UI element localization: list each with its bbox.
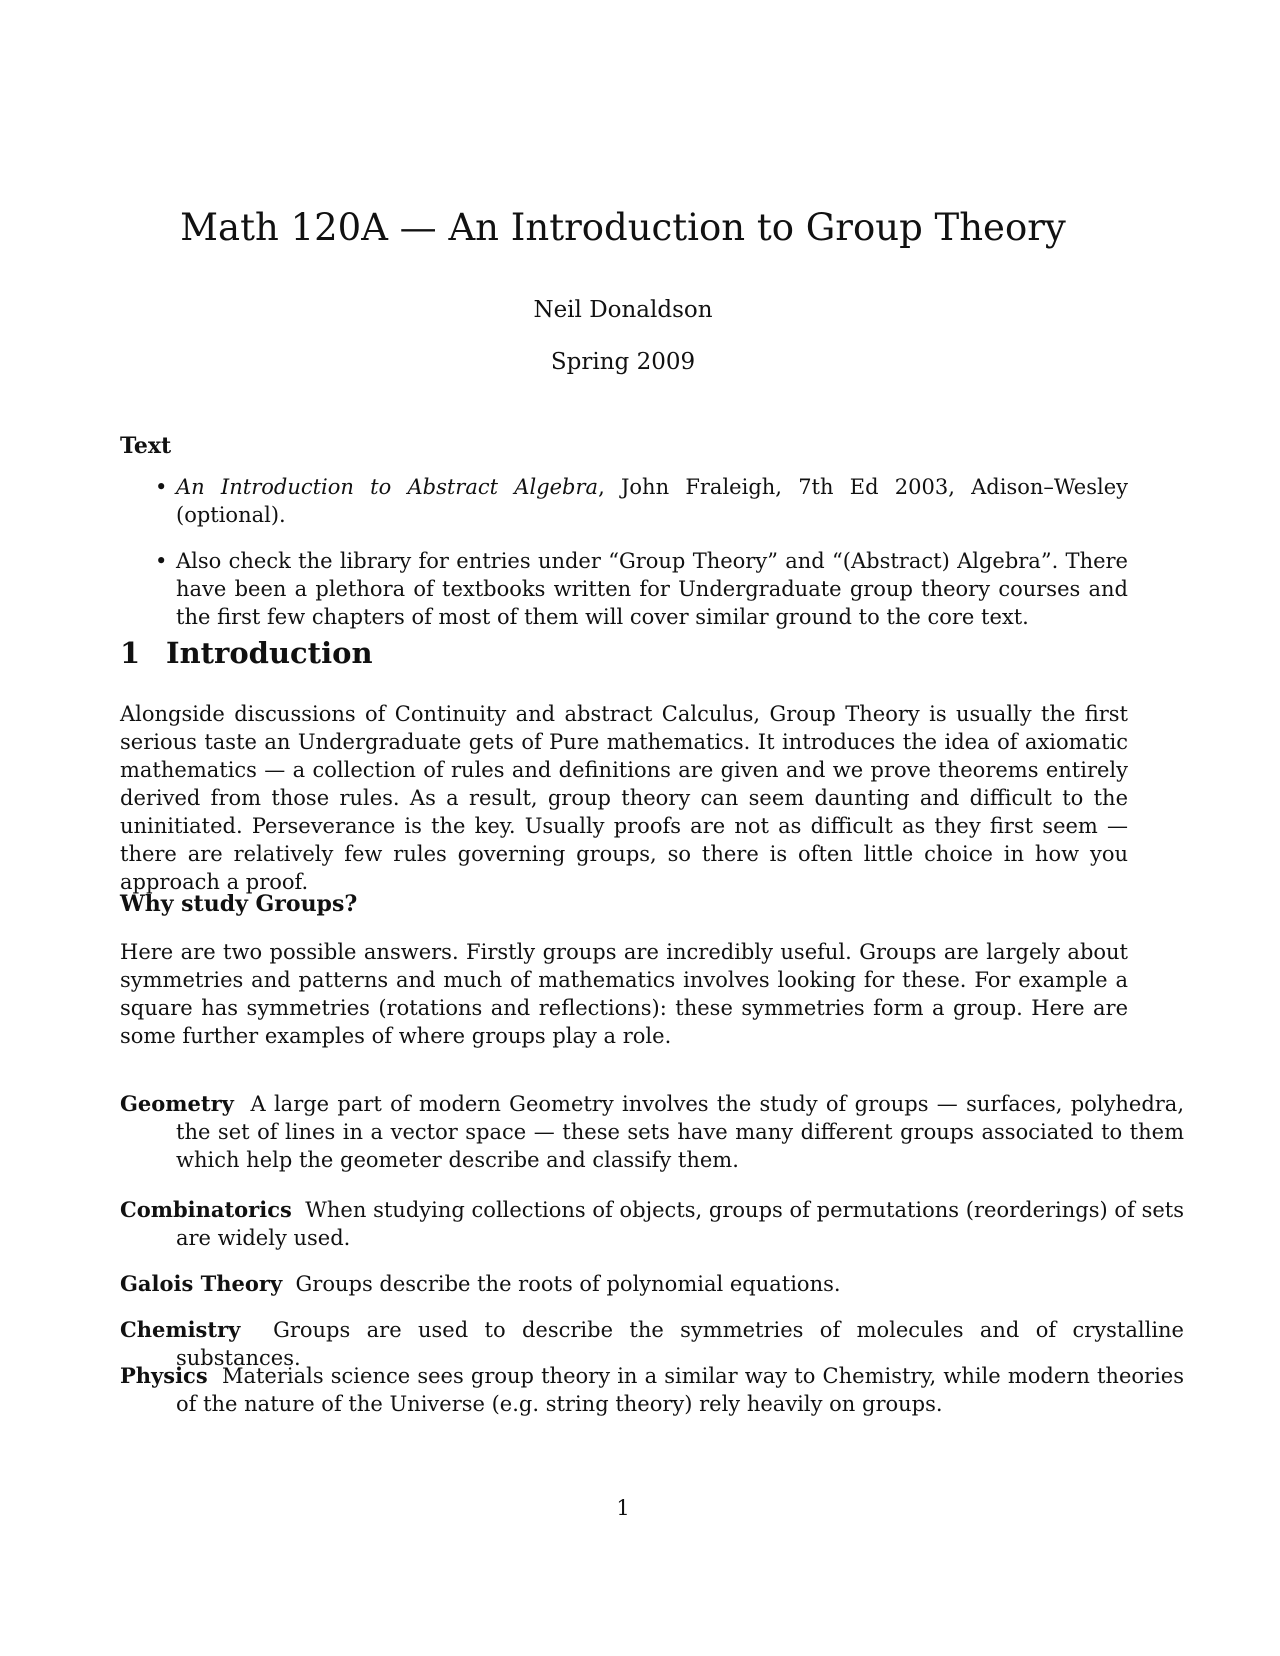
bullet-icon: • (155, 549, 168, 573)
subsection-heading: Why study Groups? (120, 891, 358, 917)
page-number: 1 (616, 1496, 630, 1520)
description: Groups are used to describe the symmetries of molecules and of crystalline substances. (176, 1318, 1184, 1370)
term-chemistry: Chemistry (120, 1317, 241, 1342)
document-author: Neil Donaldson (533, 297, 713, 323)
term-geometry: Geometry (120, 1091, 234, 1116)
intro-paragraph: Alongside discussions of Continuity and abstract Calculus, Group Theory is usually the first serious taste an Undergraduate gets of Pure mathematics. It introduces the idea of axiomatic mathematics — a collection of rules and definitions are given and we prove theorems entirely derived from those rules. As a result, group theory can seem daunting and difficult to the uninitiated. Perseverance is the key. Usually proofs are not as difficult as they first seem — there are relatively few rules governing groups, so there is often little choice in how you approach a proof. (120, 702, 1128, 894)
text-bullet-list (120, 473, 1128, 649)
section-number: 1 (120, 636, 141, 670)
section-heading (120, 636, 1128, 670)
list-item (120, 473, 1128, 529)
term-galois-theory: Galois Theory (120, 1271, 283, 1296)
section-title: Introduction (166, 636, 373, 670)
bullet-icon: • (155, 475, 168, 499)
text-heading: Text (120, 433, 172, 459)
list-item (120, 1196, 1184, 1252)
document-title: Math 120A — An Introduction to Group Theory (180, 206, 1066, 249)
list-item (120, 1362, 1184, 1418)
description: A large part of modern Geometry involves the study of groups — surfaces, polyhedra, the set of lines in a vector space — these sets have many different groups associated to them which help the geometer describe and classify them. (176, 1092, 1184, 1172)
description: When studying collections of objects, groups of permutations (reorderings) of sets are widely used. (176, 1198, 1184, 1250)
book-title: An Introduction to Abstract Algebra (176, 475, 599, 499)
library-note: Also check the library for entries under “Group Theory” and “(Abstract) Algebra”. There have been a plethora of textbooks written for Undergraduate group theory courses and the first few chapters of most of them will cover similar ground to the core text. (176, 549, 1128, 629)
description: Materials science sees group theory in a similar way to Chemistry, while modern theories of the nature of the Universe (e.g. string theory) rely heavily on groups. (176, 1364, 1184, 1416)
term-physics: Physics (120, 1363, 208, 1388)
why-paragraph: Here are two possible answers. Firstly groups are incredibly useful. Groups are largely about symmetries and patterns and much of mathematics involves looking for these. For example a square has symmetries (rotations and reflections): these symmetries form a group. Here are some further examples of where groups play a role. (120, 940, 1128, 1048)
list-item (120, 547, 1128, 631)
list-item (120, 1270, 1184, 1298)
book-details: , John Fraleigh, 7th Ed 2003, Adison–Wesley (optional). (176, 475, 1128, 527)
description: Groups describe the roots of polynomial equations. (295, 1272, 841, 1296)
document-date: Spring 2009 (550, 349, 696, 375)
list-item (120, 1090, 1184, 1174)
term-combinatorics: Combinatorics (120, 1197, 292, 1222)
